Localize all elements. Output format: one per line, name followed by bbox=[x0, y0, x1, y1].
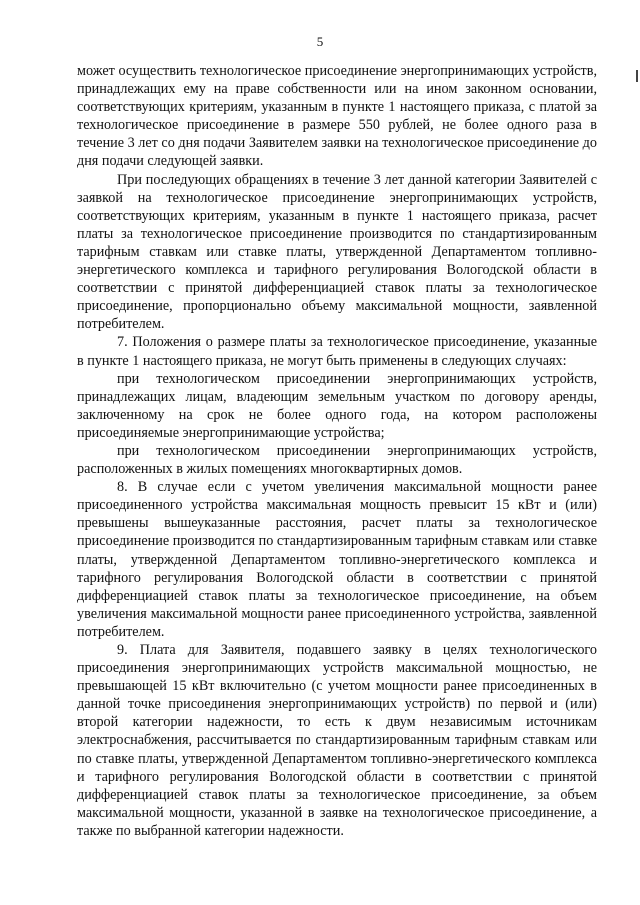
paragraph-exception-apartments: при технологическом присоединении энергопринимающих устройств, расположенных в жилых помещениях многоквартирных домов. bbox=[77, 442, 597, 478]
document-body bbox=[77, 62, 597, 840]
paragraph-subsequent-requests: При последующих обращениях в течение 3 лет данной категории Заявителей с заявкой на технологическое присоединение энергопринимающих устройств, соответствующих критериям, указанным в пункте 1 настоящего приказа, расчет платы за технологическое присоединение производится по стандартизированным тарифным ставкам или ставке платы, утвержденной Департаментом топливно-энергетического комплекса и тарифного регулирования Вологодской области в соответствии с принятой дифференциацией ставок платы за технологическое присоединение, пропорционально объему максимальной мощности, заявленной потребителем. bbox=[77, 171, 597, 333]
page-number: 5 bbox=[316, 34, 324, 49]
paragraph-item-8: 8. В случае если с учетом увеличения максимальной мощности ранее присоединенного устройства максимальная мощность превысит 15 кВт и (или) превышены вышеуказанные расстояния, расчет платы за технологическое присоединение производится по стандартизированным тарифным ставкам или ставке платы, утвержденной Департаментом топливно-энергетического комплекса и тарифного регулирования Вологодской области в соответствии с принятой дифференциацией ставок платы за технологическое присоединение, на объем увеличения максимальной мощности ранее присоединенного устройства, заявленной потребителем. bbox=[77, 479, 597, 640]
paragraph-continuation: может осуществить технологическое присоединение энергопринимающих устройств, принадлежащих ему на праве собственности или на ином законном основании, соответствующих критериям, указанным в пункте 1 настоящего приказа, с платой за технологическое присоединение в размере 550 рублей, не более одного раза в течение 3 лет со дня подачи Заявителем заявки на технологическое присоединение до дня подачи следующей заявки. bbox=[77, 63, 597, 170]
paragraph-item-9: 9. Плата для Заявителя, подавшего заявку в целях технологического присоединения энергопринимающих устройств максимальной мощностью, не превышающей 15 кВт включительно (с учетом мощности ранее присоединенных в данной точке присоединения энергопринимающих устройств) по первой и (или) второй категории надежности, то есть к двум независимым источникам электроснабжения, рассчитывается по стандартизированным тарифным ставкам или по ставке платы, утвержденной Департаментом топливно-энергетического комплекса и тарифного регулирования Вологодской области в соответствии с принятой дифференциацией ставок платы за технологическое присоединение, за объем максимальной мощности, указанной в заявке на технологическое присоединение, а также по выбранной категории надежности. bbox=[77, 642, 597, 839]
paragraph-exception-lease: при технологическом присоединении энергопринимающих устройств, принадлежащих лицам, владеющим земельным участком по договору аренды, заключенному на срок не более одного года, на котором расположены присоединяемые энергопринимающие устройства; bbox=[77, 370, 597, 441]
paragraph-item-7: 7. Положения о размере платы за технологическое присоединение, указанные в пункте 1 настоящего приказа, не могут быть применены в следующих случаях: bbox=[77, 334, 597, 369]
scan-edge-mark bbox=[636, 70, 638, 82]
